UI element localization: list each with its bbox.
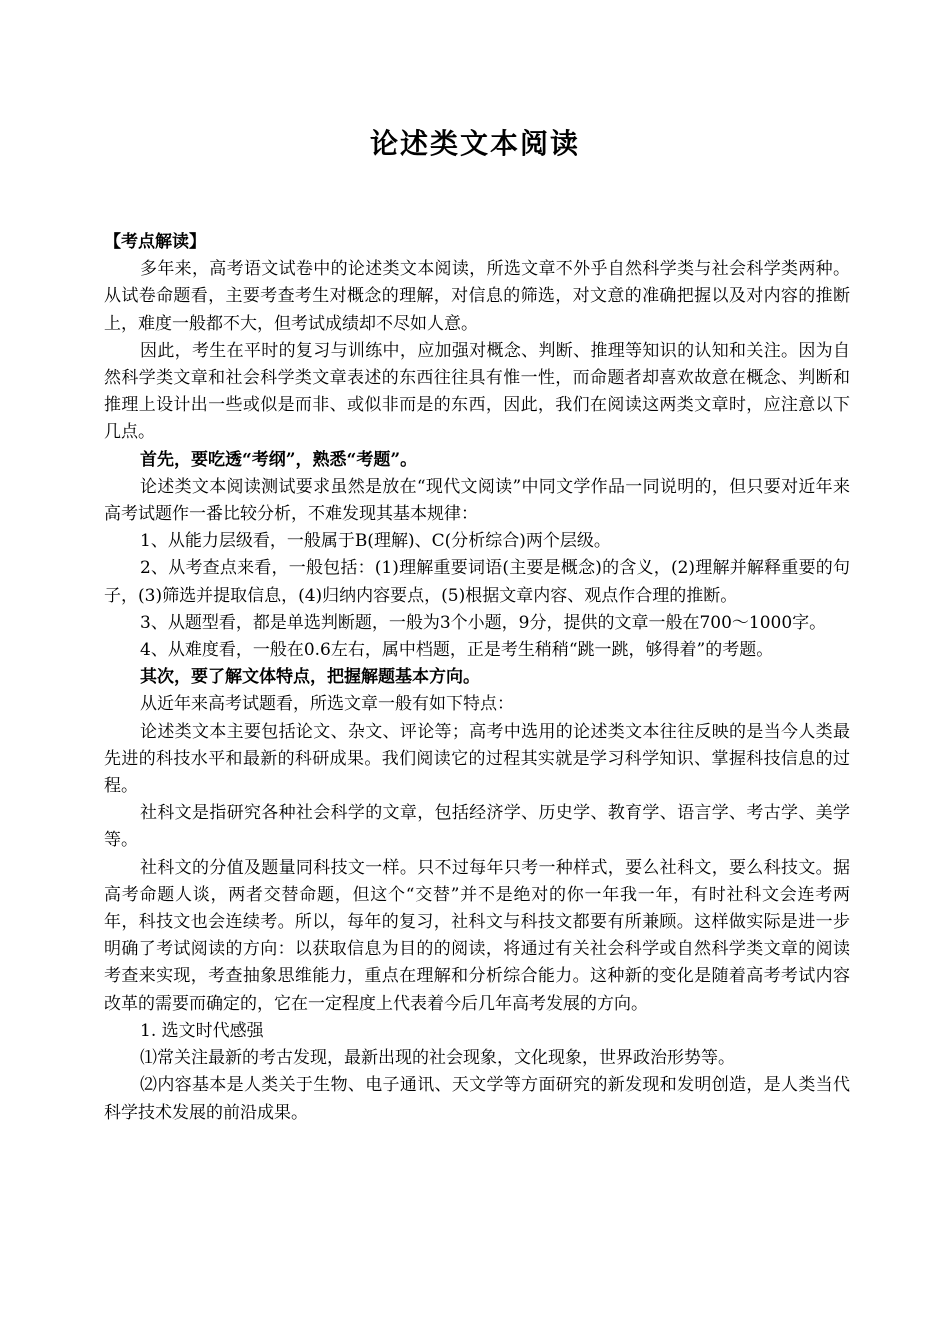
paragraph: ⑵内容基本是人类关于生物、电子通讯、天文学等方面研究的新发现和发明创造，是人类当代科学技术发展的前沿成果。 [104, 1075, 850, 1123]
document-body [104, 229, 850, 1127]
paragraph: 1. 选文时代感强 [140, 1020, 264, 1041]
paragraph: 论述类文本主要包括论文、杂文、评论等；高考中选用的论述类文本往往反映的是当今人类最先进的科技水平和最新的科研成果。我们阅读它的过程其实就是学习科学知识、掌握科技信息的过程。 [104, 721, 850, 797]
paragraph: 2、从考查点来看，一般包括：(1)理解重要词语(主要是概念)的含义，(2)理解并解释重要的句子，(3)筛选并提取信息，(4)归纳内容要点，(5)根据文章内容、观点作合理的推断。 [104, 558, 850, 606]
paragraph: 社科文的分值及题量同科技文一样。只不过每年只考一种样式，要么社科文，要么科技文。据高考命题人谈，两者交替命题，但这个“交替”并不是绝对的你一年我一年，有时社科文会连考两年，科技文也会连续考。所以，每年的复习，社科文与科技文都要有所兼顾。这样做实际是进一步明确了考试阅读的方向：以获取信息为目的的阅读，将通过有关社会科学或自然科学类文章的阅读考查来实现，考查抽象思维能力，重点在理解和分析综合能力。这种新的变化是随着高考考试内容改革的需要而确定的，它在一定程度上代表着今后几年高考发展的方向。 [104, 857, 850, 1014]
bold-paragraph: 首先，要吃透“考纲”，熟悉“考题”。 [140, 449, 418, 470]
paragraph: 多年来，高考语文试卷中的论述类文本阅读，所选文章不外乎自然科学类与社会科学类两种。从试卷命题看，主要考查考生对概念的理解，对信息的筛选，对文意的准确把握以及对内容的推断上，难度一般都不大，但考试成绩却不尽如人意。 [104, 259, 850, 334]
paragraph: 社科文是指研究各种社会科学的文章，包括经济学、历史学、教育学、语言学、考古学、美学等。 [104, 803, 850, 851]
paragraph-list [104, 256, 850, 1127]
paragraph: 1、从能力层级看，一般属于B(理解)、C(分析综合)两个层级。 [140, 531, 611, 552]
bold-paragraph: 其次，要了解文体特点，把握解题基本方向。 [140, 667, 480, 688]
paragraph: 4、从难度看，一般在0.6左右，属中档题，正是考生稍稍“跳一跳，够得着”的考题。 [140, 640, 774, 661]
paragraph: ⑴常关注最新的考古发现，最新出现的社会现象，文化现象，世界政治形势等。 [140, 1048, 735, 1069]
section-heading: 【考点解读】 [104, 232, 206, 252]
paragraph: 从近年来高考试题看，所选文章一般有如下特点： [140, 694, 514, 715]
paragraph: 因此，考生在平时的复习与训练中，应加强对概念、判断、推理等知识的认知和关注。因为自然科学类文章和社会科学类文章表述的东西往往具有惟一性，而命题者却喜欢故意在概念、判断和推理上设计出一些或似是而非、或似非而是的东西，因此，我们在阅读这两类文章时，应注意以下几点。 [104, 340, 850, 443]
paragraph: 论述类文本阅读测试要求虽然是放在“现代文阅读”中同文学作品一同说明的，但只要对近年来高考试题作一番比较分析，不难发现其基本规律： [104, 476, 850, 525]
page-title: 论述类文本阅读 [369, 127, 580, 160]
paragraph: 3、从题型看，都是单选判断题，一般为3个小题，9分，提供的文章一般在700～1000字。 [140, 612, 827, 633]
